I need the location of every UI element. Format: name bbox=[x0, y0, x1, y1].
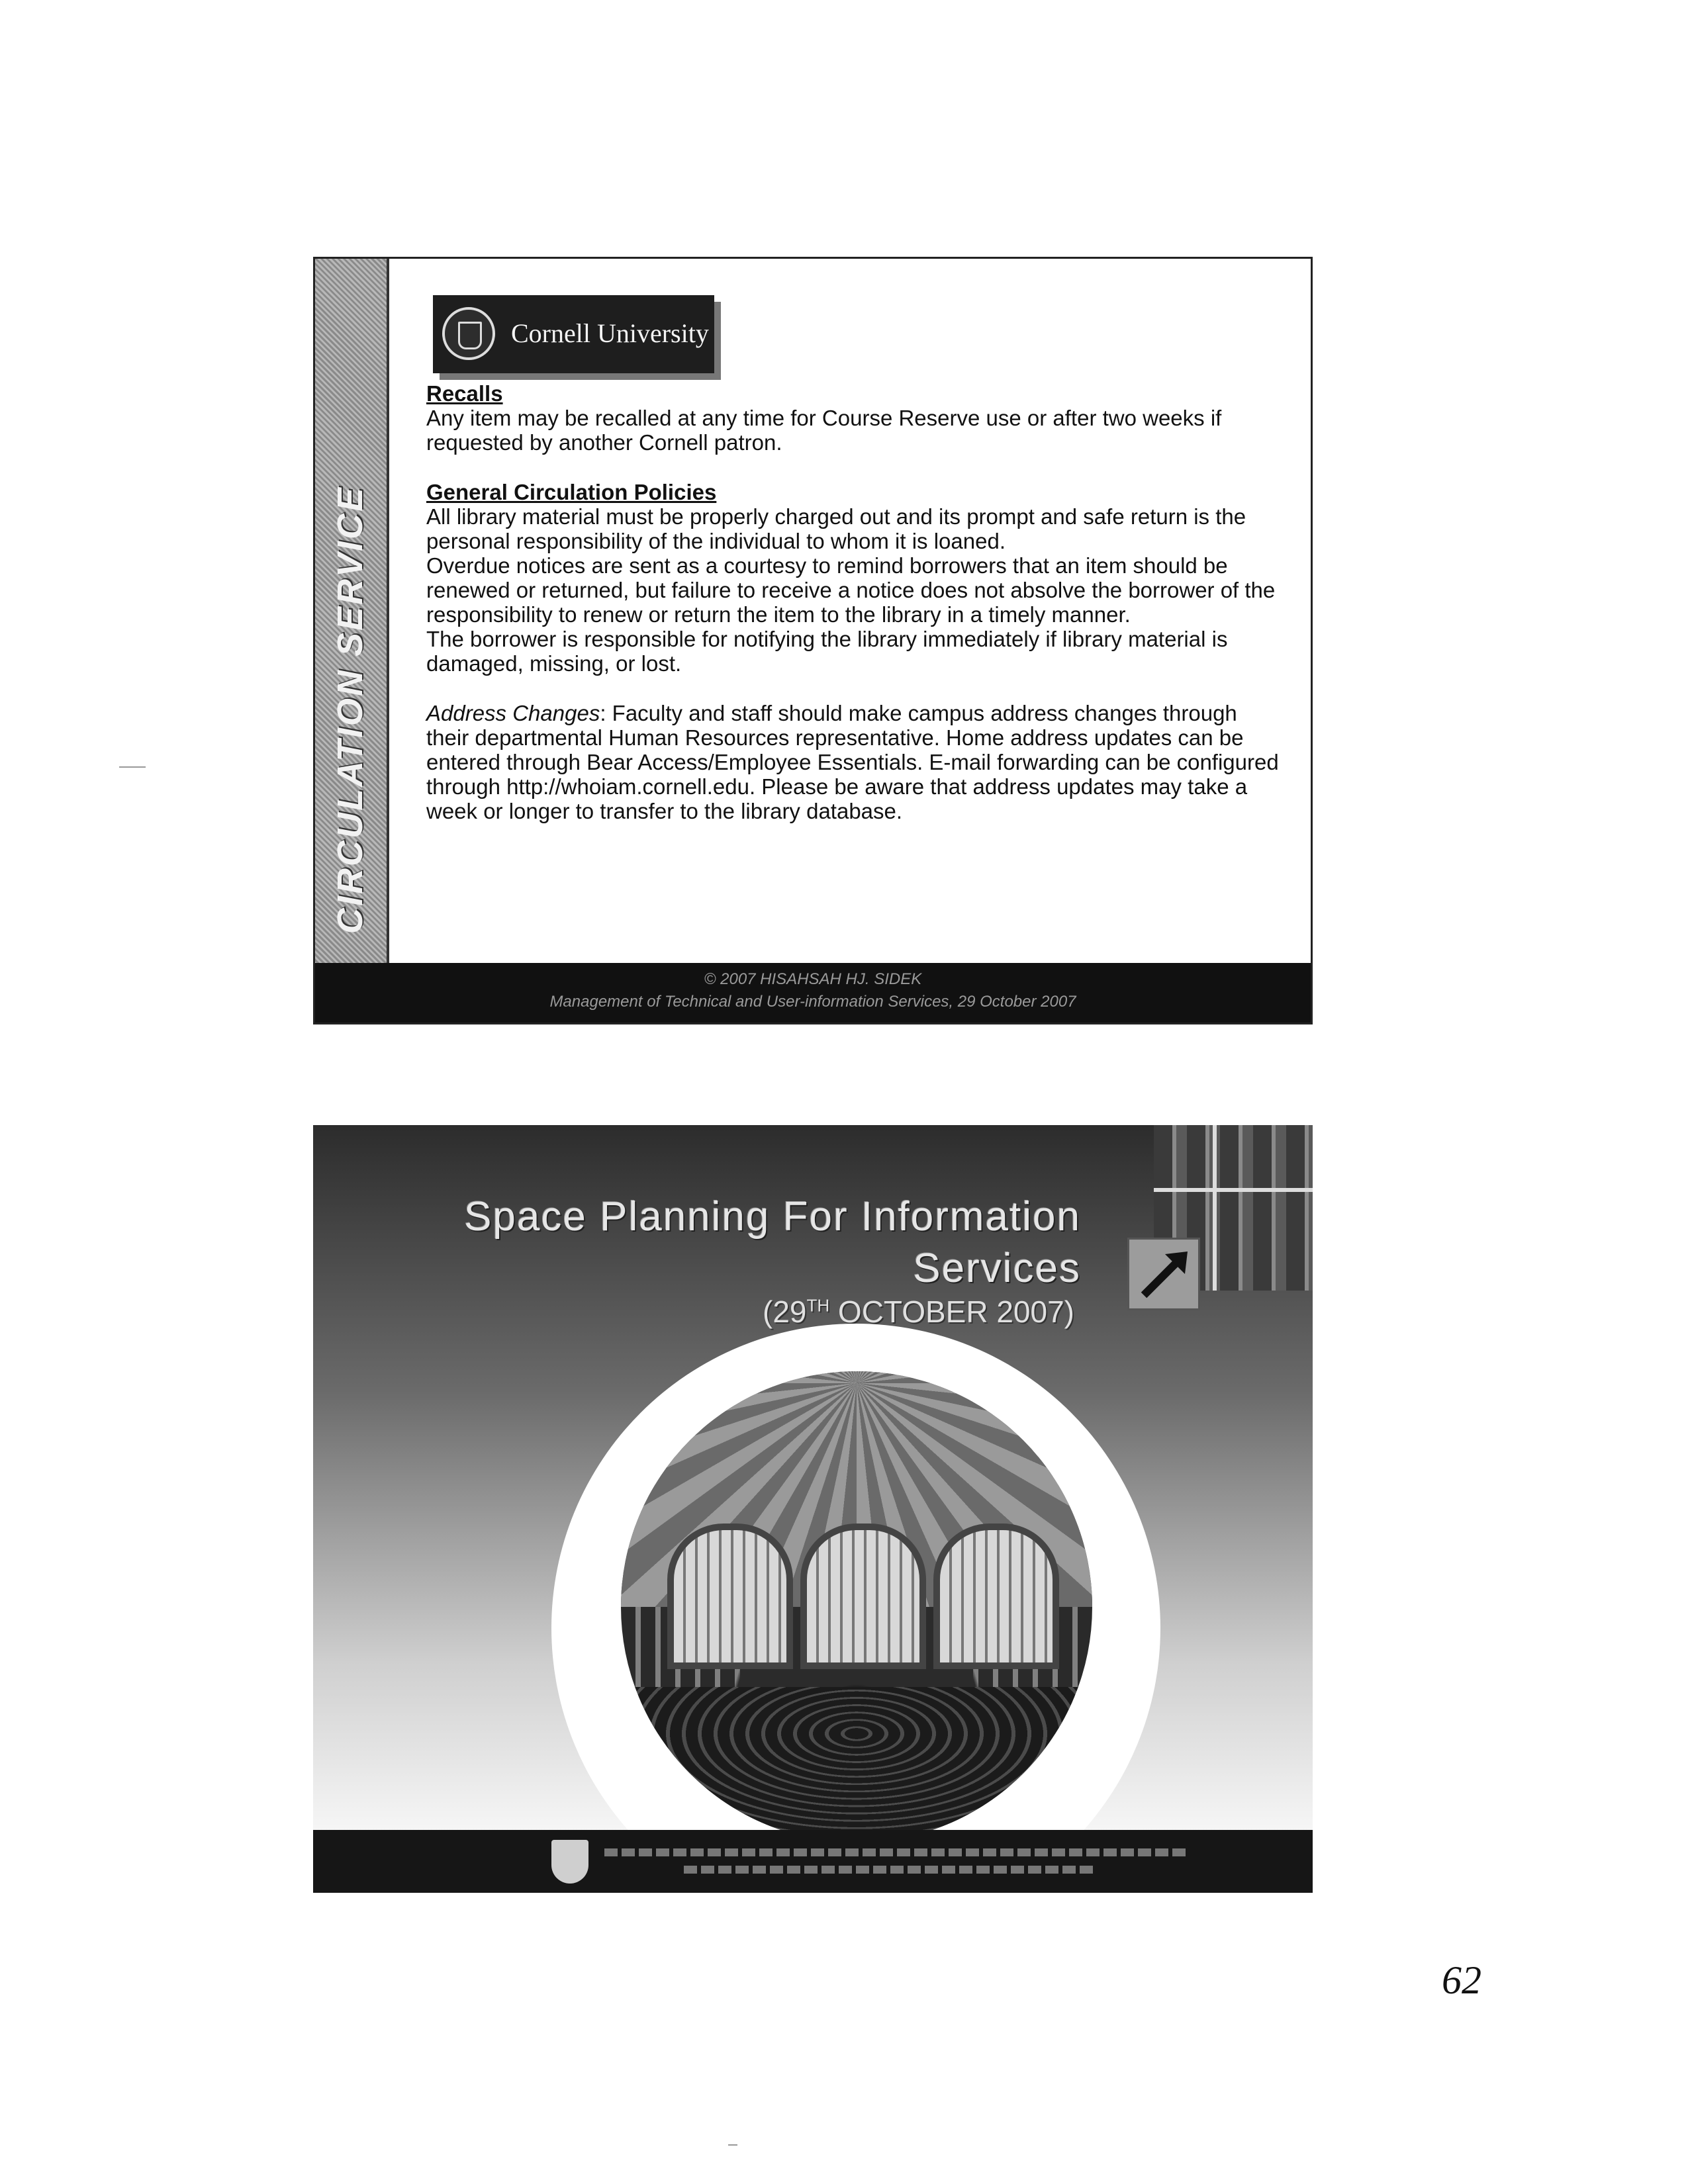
arrow-glyph bbox=[1136, 1246, 1193, 1303]
scan-mark bbox=[728, 2144, 737, 2146]
arch-window bbox=[800, 1524, 926, 1669]
date-suffix: OCTOBER 2007) bbox=[829, 1295, 1074, 1329]
address-changes-paragraph bbox=[426, 701, 1280, 823]
scan-mark bbox=[119, 766, 146, 768]
body-paragraph: Overdue notices are sent as a courtesy to remind borrowers that an item should be renewed or returned, but failure to receive a notice does not absolve the borrower of the responsibility to renew or return the item to the library in a timely manner. bbox=[426, 553, 1276, 627]
arch-window bbox=[667, 1524, 793, 1669]
date-prefix: (29 bbox=[763, 1295, 807, 1329]
slide-date bbox=[313, 1294, 1074, 1330]
date-superscript: TH bbox=[806, 1295, 830, 1316]
logo-text: Cornell University bbox=[511, 318, 709, 348]
sidebar-label: CIRCULATION SERVICE bbox=[330, 485, 370, 934]
body-paragraph: All library material must be properly charged out and its prompt and safe return is the personal responsibility of the individual to whom it is loaned. bbox=[426, 504, 1246, 553]
footer-copyright: © 2007 HISAHSAH HJ. SIDEK bbox=[704, 970, 922, 988]
footer-course-line: Management of Technical and User-information Services, 29 October 2007 bbox=[549, 993, 1076, 1011]
section-heading: General Circulation Policies bbox=[426, 480, 717, 504]
university-crest-icon bbox=[551, 1840, 588, 1884]
cornell-university-logo bbox=[433, 295, 714, 373]
library-reading-room-photo bbox=[621, 1371, 1092, 1843]
arch-window bbox=[933, 1524, 1059, 1669]
sidebar-divider bbox=[387, 259, 389, 967]
reading-room-desks bbox=[621, 1687, 1092, 1843]
window-frame-horizontal bbox=[1154, 1188, 1313, 1192]
section-heading: Recalls bbox=[426, 381, 503, 406]
cornell-seal-icon bbox=[442, 307, 495, 360]
slide-body-text bbox=[426, 381, 1280, 823]
address-changes-text: : Faculty and staff should make campus address changes through their departmental Human Resources representative. Home address updates can be entered through Bear Access/Employee Essentials. E-mail forwarding can be configured through http://whoiam.cornell.edu. Please be aware that address updates may take a week or longer to transfer to the library database. bbox=[426, 701, 1279, 823]
footer-text-illegible bbox=[604, 1839, 1187, 1883]
arrow-up-right-icon bbox=[1127, 1238, 1200, 1310]
slide-footer bbox=[315, 963, 1311, 1023]
paragraph-gap bbox=[426, 455, 1280, 480]
title-line-2: Services bbox=[913, 1246, 1081, 1291]
title-line-1: Space Planning For Information bbox=[464, 1194, 1081, 1240]
slide-circulation-service bbox=[313, 257, 1313, 1024]
window-frame-vertical bbox=[1213, 1125, 1217, 1291]
body-paragraph: Any item may be recalled at any time for Course Reserve use or after two weeks if requested by another Cornell patron. bbox=[426, 406, 1222, 455]
slide-title bbox=[313, 1191, 1081, 1295]
address-changes-label: Address Changes bbox=[426, 701, 600, 725]
body-paragraph: The borrower is responsible for notifying the library immediately if library material is damaged, missing, or lost. bbox=[426, 627, 1228, 676]
page-number: 62 bbox=[1442, 1958, 1481, 2002]
paragraph-gap bbox=[426, 676, 1280, 701]
slide-space-planning bbox=[313, 1125, 1313, 1893]
slide-footer bbox=[313, 1830, 1313, 1893]
